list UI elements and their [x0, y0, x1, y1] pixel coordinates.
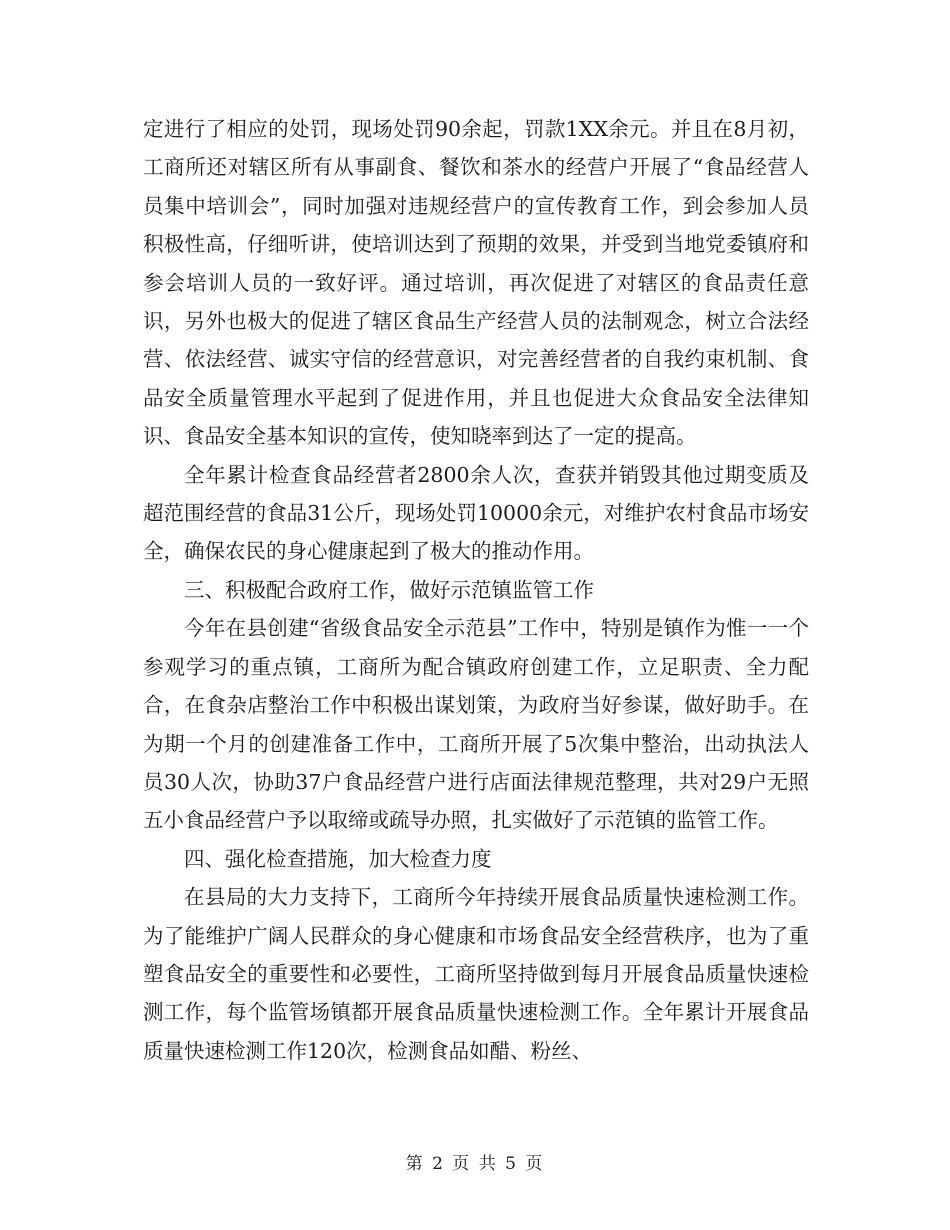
- paragraph-2: 全年累计检查食品经营者2800余人次，查获并销毁其他过期变质及超范围经营的食品31公斤，现场处罚10000余元，对维护农村食品市场安全，确保农民的身心健康起到了极大的推动作用。: [143, 462, 809, 564]
- paragraph-4: 今年在县创建“省级食品安全示范县”工作中，特别是镇作为惟一一个参观学习的重点镇，工商所为配合镇政府创建工作，立足职责、全力配合，在食杂店整治工作中积极出谋划策，为政府当好参谋，做好助手。在为期一个月的创建准备工作中，工商所开展了5次集中整治，出动执法人员30人次，协助37户食品经营户进行店面法律规范整理，共对29户无照五小食品经营户予以取缔或疏导办照，扎实做好了示范镇的监管工作。: [143, 616, 809, 833]
- body-text: [143, 110, 809, 1070]
- paragraph-1: 定进行了相应的处罚，现场处罚90余起，罚款1XX余元。并且在8月初，工商所还对辖区所有从事副食、餐饮和茶水的经营户开展了“食品经营人员集中培训会”，同时加强对违规经营户的宣传教育工作，到会参加人员积极性高，仔细听讲，使培训达到了预期的效果，并受到当地党委镇府和参会培训人员的一致好评。通过培训，再次促进了对辖区的食品责任意识，另外也极大的促进了辖区食品生产经营人员的法制观念，树立合法经营、依法经营、诚实守信的经营意识，对完善经营者的自我约束机制、食品安全质量管理水平起到了促进作用，并且也促进大众食品安全法律知识、食品安全基本知识的宣传，使知晓率到达了一定的提高。: [143, 117, 809, 449]
- page-number-footer: 第 2 页 共 5 页: [405, 1154, 545, 1174]
- paragraph-6: 在县局的大力支持下，工商所今年持续开展食品质量快速检测工作。为了能维护广阔人民群众的身心健康和市场食品安全经营秩序，也为了重塑食品安全的重要性和必要性，工商所坚持做到每月开展食品质量快速检测工作，每个监管场镇都开展食品质量快速检测工作。全年累计开展食品质量快速检测工作120次，检测食品如醋、粉丝、: [143, 885, 809, 1063]
- section-heading-4: 四、强化检查措施，加大检查力度: [184, 846, 492, 871]
- section-heading-3: 三、积极配合政府工作，做好示范镇监管工作: [184, 577, 594, 602]
